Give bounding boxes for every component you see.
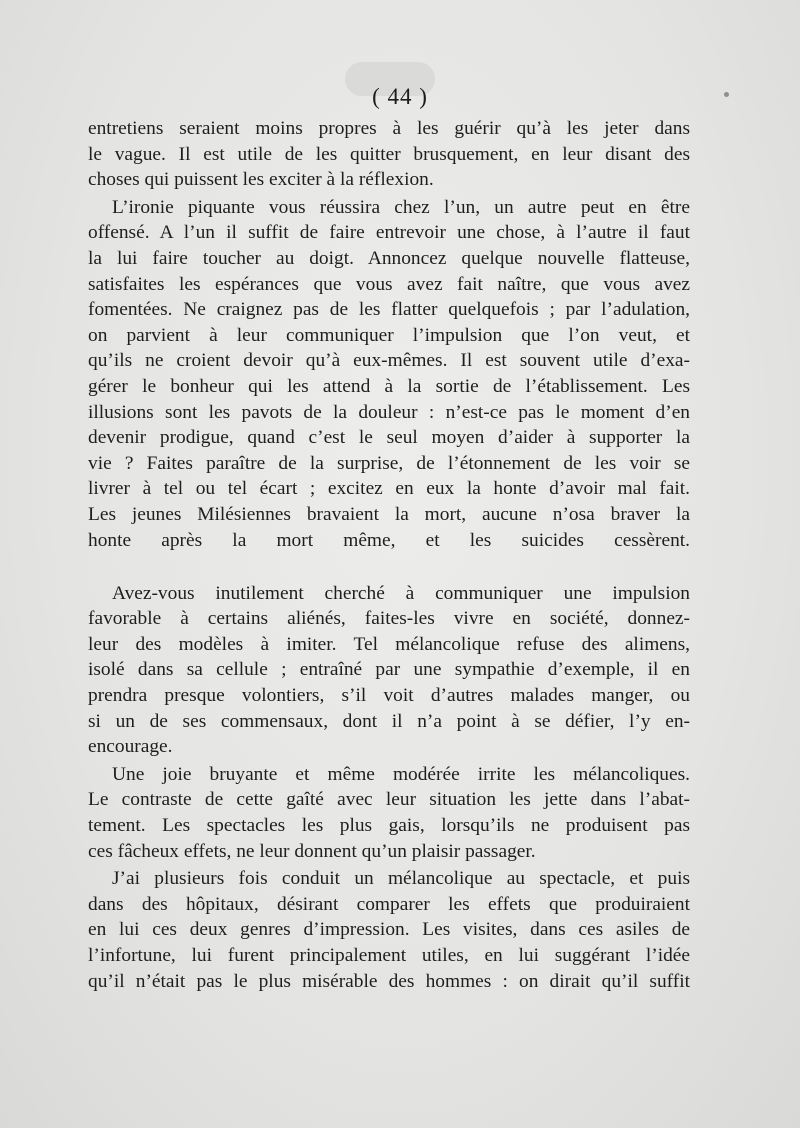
text-line: J’ai plusieurs fois conduit un mélancolique au spectacle, et puis <box>112 868 690 890</box>
text-line: satisfaites les espérances que vous avez fait naître, que vous avez <box>88 273 690 295</box>
text-line: le vague. Il est utile de les quitter brusquement, en leur disant des <box>88 143 690 165</box>
text-line: gérer le bonheur qui les attend à la sortie de l’établissement. Les <box>88 375 690 397</box>
text-line: dans des hôpitaux, désirant comparer les effets que produiraient <box>88 893 690 915</box>
text-line: Avez-vous inutilement cherché à communiquer une impulsion <box>112 582 690 604</box>
text-line: prendra presque volontiers, s’il voit d’autres malades manger, ou <box>88 685 690 707</box>
text-line: livrer à tel ou tel écart ; excitez en eux la honte d’avoir mal fait. <box>88 478 690 500</box>
paragraph <box>88 762 690 864</box>
text-line: on parvient à leur communiquer l’impulsion que l’on veut, et <box>88 324 690 346</box>
body-text <box>88 116 690 994</box>
text-line: offensé. A l’un il suffit de faire entrevoir une chose, à l’autre il faut <box>88 222 690 244</box>
text-line: leur des modèles à imiter. Tel mélancolique refuse des alimens, <box>88 633 690 655</box>
text-line: devenir prodigue, quand c’est le seul moyen d’aider à supporter la <box>88 427 690 449</box>
text-line: qu’ils ne croient devoir qu’à eux-mêmes. Il est souvent utile d’exa- <box>88 350 690 372</box>
paragraph <box>88 866 690 994</box>
text-line: l’infortune, lui furent principalement utiles, en lui suggérant l’idée <box>88 945 690 966</box>
text-line: illusions sont les pavots de la douleur : n’est-ce pas le moment d’en <box>88 401 690 423</box>
text-line: Une joie bruyante et même modérée irrite les mélancoliques. <box>112 763 690 785</box>
text-line: favorable à certains aliénés, faites-les vivre en société, donnez- <box>88 608 690 630</box>
text-line: tement. Les spectacles les plus gais, lorsqu’ils ne produisent pas <box>88 815 690 837</box>
text-line: encourage. <box>88 736 173 758</box>
paragraph <box>88 581 690 760</box>
text-line: entretiens seraient moins propres à les guérir qu’à les jeter dans <box>88 118 690 139</box>
text-line: vie ? Faites paraître de la surprise, de l’étonnement de les voir se <box>88 452 690 474</box>
text-line: L’ironie piquante vous réussira chez l’un, un autre peut en être <box>112 196 690 218</box>
text-line: qu’il n’était pas le plus misérable des hommes : on dirait qu’il suffit <box>88 970 690 992</box>
text-line: choses qui puissent les exciter à la réflexion. <box>88 169 434 191</box>
text-line: si un de ses commensaux, dont il n’a point à se défier, l’y en- <box>88 710 690 732</box>
text-line: honte après la mort même, et les suicides cessèrent. <box>88 529 690 551</box>
text-line: la lui faire toucher au doigt. Annoncez quelque nouvelle flatteuse, <box>88 247 690 269</box>
paragraph <box>88 195 690 579</box>
text-line: fomentées. Ne craignez pas de les flatter quelquefois ; par l’adulation, <box>88 299 690 321</box>
text-line <box>88 553 690 579</box>
text-line: isolé dans sa cellule ; entraîné par une sympathie d’exemple, il en <box>88 659 690 681</box>
text-line: Le contraste de cette gaîté avec leur situation les jette dans l’abat- <box>88 789 690 811</box>
text-line: ces fâcheux effets, ne leur donnent qu’un plaisir passager. <box>88 840 536 862</box>
text-line: en lui ces deux genres d’impression. Les visites, dans ces asiles de <box>88 919 690 941</box>
paragraph <box>88 116 690 193</box>
page-number: ( 44 ) <box>372 84 428 109</box>
text-line: Les jeunes Milésiennes bravaient la mort, aucune n’osa braver la <box>88 503 690 525</box>
